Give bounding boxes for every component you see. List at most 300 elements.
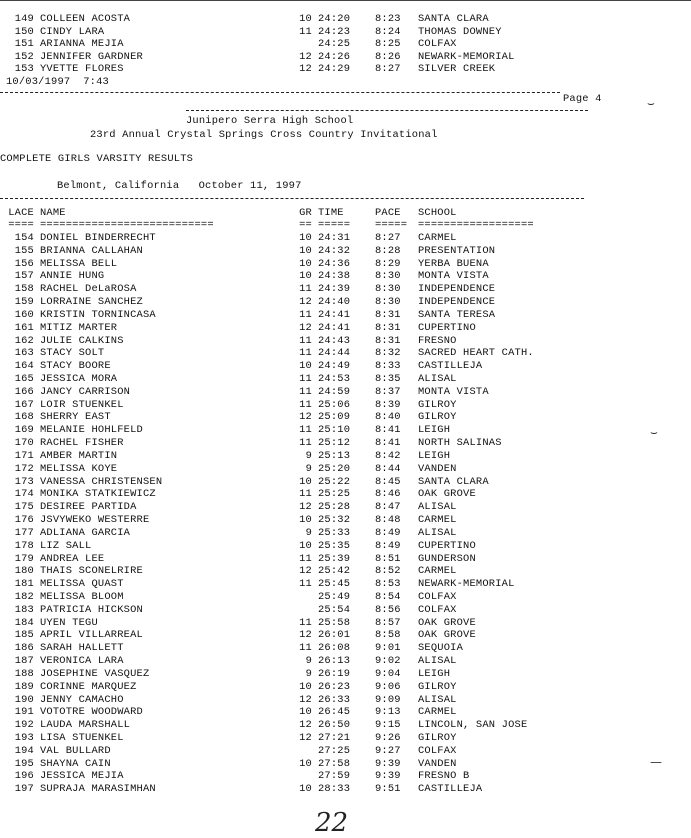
cell-name: SARAH HALLETT xyxy=(40,642,124,655)
cell-place: 176 xyxy=(14,514,34,527)
header-time: TIME xyxy=(318,207,344,219)
cell-school: ALISAL xyxy=(418,373,457,386)
cell-school: COLFAX xyxy=(418,744,457,757)
cell-time: 24:38 xyxy=(318,270,351,283)
cell-place: 174 xyxy=(14,488,34,501)
cell-name: APRIL VILLARREAL xyxy=(40,629,143,642)
cell-grade: 10 xyxy=(299,257,312,270)
cell-grade: 9 xyxy=(305,667,312,680)
cell-name: JOSEPHINE VASQUEZ xyxy=(40,667,150,680)
cell-time: 24:41 xyxy=(318,308,351,321)
cell-grade: 12 xyxy=(299,731,312,744)
table-row xyxy=(0,642,691,655)
cell-place: 162 xyxy=(14,334,34,347)
cell-time: 24:59 xyxy=(318,385,351,398)
cell-school: GUNDERSON xyxy=(418,552,476,565)
cell-pace: 8:26 xyxy=(375,50,401,63)
cell-name: VAL BULLARD xyxy=(40,744,111,757)
cell-time: 25:10 xyxy=(318,424,351,437)
header-separator xyxy=(0,219,691,232)
cell-grade: 9 xyxy=(305,449,312,462)
event-title: 23rd Annual Crystal Springs Cross Country Invitational xyxy=(90,129,438,141)
cell-grade: 10 xyxy=(299,514,312,527)
cell-school: ALISAL xyxy=(418,655,457,668)
sep-grade: == xyxy=(299,219,312,231)
cell-place: 151 xyxy=(14,38,34,51)
table-row xyxy=(0,245,691,258)
cell-grade: 11 xyxy=(299,385,312,398)
table-row xyxy=(0,629,691,642)
cell-time: 24:26 xyxy=(318,50,351,63)
cell-grade: 11 xyxy=(299,25,312,38)
header-school: SCHOOL xyxy=(418,207,457,219)
cell-place: 152 xyxy=(14,50,34,63)
table-row xyxy=(0,758,691,771)
cell-name: ADLIANA GARCIA xyxy=(40,526,131,539)
cell-name: COLLEEN ACOSTA xyxy=(40,13,131,25)
cell-pace: 8:40 xyxy=(375,411,401,424)
table-row xyxy=(0,51,691,64)
cell-place: 150 xyxy=(14,25,34,38)
cell-pace: 8:30 xyxy=(375,296,401,309)
cell-pace: 9:39 xyxy=(375,770,401,783)
header-name: NAME xyxy=(40,207,66,219)
cell-name: JULIE CALKINS xyxy=(40,334,124,347)
cell-school: COLFAX xyxy=(418,38,457,51)
cell-school: FRESNO B xyxy=(418,770,470,783)
cell-school: OAK GROVE xyxy=(418,629,476,642)
table-row xyxy=(0,719,691,732)
cell-name: MELISSA QUAST xyxy=(40,578,124,591)
table-row xyxy=(0,514,691,527)
cell-name: LAUDA MARSHALL xyxy=(40,719,131,732)
cell-pace: 8:51 xyxy=(375,552,401,565)
cell-school: CUPERTINO xyxy=(418,539,476,552)
cell-name: CORINNE MARQUEZ xyxy=(40,680,137,693)
cell-time: 24:36 xyxy=(318,257,351,270)
scan-mark: — xyxy=(650,755,662,769)
table-row xyxy=(0,38,691,51)
cell-name: THAIS SCONELRIRE xyxy=(40,565,143,578)
cell-place: 179 xyxy=(14,552,34,565)
section-title: COMPLETE GIRLS VARSITY RESULTS xyxy=(0,153,194,165)
cell-pace: 9:51 xyxy=(375,783,401,796)
cell-school: ALISAL xyxy=(418,501,457,514)
cell-school: VANDEN xyxy=(418,757,457,770)
table-row xyxy=(0,655,691,668)
cell-pace: 8:30 xyxy=(375,283,401,296)
cell-school: GILROY xyxy=(418,398,457,411)
cell-time: 27:25 xyxy=(318,744,351,757)
school-title: Junipero Serra High School xyxy=(186,115,354,127)
cell-pace: 8:28 xyxy=(375,244,401,257)
cell-name: VANESSA CHRISTENSEN xyxy=(40,475,163,488)
table-top-rule xyxy=(0,198,584,199)
cell-name: SUPRAJA MARASIMHAN xyxy=(40,783,156,796)
cell-place: 155 xyxy=(14,244,34,257)
cell-grade: 12 xyxy=(299,411,312,424)
cell-place: 186 xyxy=(14,642,34,655)
cell-name: VERONICA LARA xyxy=(40,655,124,668)
table-row xyxy=(0,745,691,758)
cell-school: LEIGH xyxy=(418,424,451,437)
cell-school: CUPERTINO xyxy=(418,321,476,334)
cell-time: 25:58 xyxy=(318,616,351,629)
cell-place: 189 xyxy=(14,680,34,693)
cell-time: 24:39 xyxy=(318,283,351,296)
cell-name: YVETTE FLORES xyxy=(40,63,124,76)
cell-grade: 10 xyxy=(299,680,312,693)
cell-grade: 11 xyxy=(299,642,312,655)
cell-place: 149 xyxy=(14,13,34,25)
cell-pace: 8:52 xyxy=(375,565,401,578)
cell-name: MITIZ MARTER xyxy=(40,321,118,334)
cell-time: 25:54 xyxy=(318,603,351,616)
cell-pace: 9:15 xyxy=(375,719,401,732)
cell-grade: 12 xyxy=(299,565,312,578)
table-row xyxy=(0,527,691,540)
header-rule xyxy=(186,110,588,111)
cell-place: 154 xyxy=(14,232,34,244)
cell-time: 24:40 xyxy=(318,296,351,309)
cell-time: 26:45 xyxy=(318,706,351,719)
cell-time: 24:23 xyxy=(318,25,351,38)
cell-time: 25:32 xyxy=(318,514,351,527)
cell-time: 25:35 xyxy=(318,539,351,552)
cell-school: CARMEL xyxy=(418,514,457,527)
table-row xyxy=(0,424,691,437)
cell-place: 184 xyxy=(14,616,34,629)
cell-pace: 8:47 xyxy=(375,501,401,514)
cell-pace: 9:09 xyxy=(375,693,401,706)
cell-time: 24:53 xyxy=(318,373,351,386)
cell-time: 24:43 xyxy=(318,334,351,347)
cell-grade: 11 xyxy=(299,616,312,629)
table-row xyxy=(0,322,691,335)
cell-time: 25:28 xyxy=(318,501,351,514)
cell-time: 24:20 xyxy=(318,13,351,25)
cell-time: 25:39 xyxy=(318,552,351,565)
cell-name: LIZ SALL xyxy=(40,539,92,552)
cell-school: SANTA CLARA xyxy=(418,475,489,488)
cell-school: MONTA VISTA xyxy=(418,385,489,398)
cell-grade: 11 xyxy=(299,283,312,296)
cell-pace: 8:31 xyxy=(375,308,401,321)
cell-grade: 11 xyxy=(299,373,312,386)
table-row xyxy=(0,373,691,386)
cell-name: RACHEL DeLaROSA xyxy=(40,283,137,296)
cell-pace: 8:29 xyxy=(375,257,401,270)
table-row xyxy=(0,13,691,26)
sep-name: =========================== xyxy=(40,219,214,231)
cell-pace: 8:53 xyxy=(375,578,401,591)
table-row xyxy=(0,732,691,745)
cell-pace: 9:06 xyxy=(375,680,401,693)
cell-name: VOTOTRE WOODWARD xyxy=(40,706,143,719)
cell-school: ALISAL xyxy=(418,693,457,706)
cell-school: SACRED HEART CATH. xyxy=(418,347,534,360)
cell-school: GILROY xyxy=(418,731,457,744)
cell-name: MONIKA STATKIEWICZ xyxy=(40,488,156,501)
cell-pace: 9:02 xyxy=(375,655,401,668)
cell-name: LORRAINE SANCHEZ xyxy=(40,296,143,309)
cell-place: 188 xyxy=(14,667,34,680)
cell-pace: 9:04 xyxy=(375,667,401,680)
cell-place: 180 xyxy=(14,565,34,578)
table-row xyxy=(0,770,691,783)
cell-time: 26:50 xyxy=(318,719,351,732)
cell-place: 194 xyxy=(14,744,34,757)
cell-time: 27:21 xyxy=(318,731,351,744)
cell-place: 168 xyxy=(14,411,34,424)
cell-place: 159 xyxy=(14,296,34,309)
table-row xyxy=(0,232,691,245)
cell-name: MELISSA BLOOM xyxy=(40,590,124,603)
cell-time: 24:41 xyxy=(318,321,351,334)
cell-time: 25:09 xyxy=(318,411,351,424)
cell-grade: 12 xyxy=(299,63,312,76)
cell-school: COLFAX xyxy=(418,603,457,616)
cell-pace: 8:24 xyxy=(375,25,401,38)
cell-name: JSVYWEKO WESTERRE xyxy=(40,514,150,527)
column-headers xyxy=(0,207,691,220)
cell-pace: 9:13 xyxy=(375,706,401,719)
cell-pace: 8:41 xyxy=(375,424,401,437)
cell-time: 24:44 xyxy=(318,347,351,360)
header-pace: PACE xyxy=(375,207,401,219)
cell-school: MONTA VISTA xyxy=(418,270,489,283)
cell-name: JANCY CARRISON xyxy=(40,385,131,398)
cell-grade: 11 xyxy=(299,437,312,450)
cell-grade: 10 xyxy=(299,706,312,719)
cell-grade: 12 xyxy=(299,629,312,642)
cell-time: 24:29 xyxy=(318,63,351,76)
cell-grade: 11 xyxy=(299,424,312,437)
cell-name: JESSICA MORA xyxy=(40,373,118,386)
cell-school: ALISAL xyxy=(418,526,457,539)
cell-name: STACY SOLT xyxy=(40,347,105,360)
table-row xyxy=(0,553,691,566)
cell-name: SHERRY EAST xyxy=(40,411,111,424)
cell-school: GILROY xyxy=(418,411,457,424)
cell-place: 185 xyxy=(14,629,34,642)
table-row xyxy=(0,335,691,348)
cell-pace: 8:33 xyxy=(375,360,401,373)
table-row xyxy=(0,501,691,514)
cell-grade: 12 xyxy=(299,719,312,732)
cell-school: GILROY xyxy=(418,680,457,693)
cell-pace: 8:39 xyxy=(375,398,401,411)
cell-grade: 10 xyxy=(299,783,312,796)
cell-place: 177 xyxy=(14,526,34,539)
table-row xyxy=(0,668,691,681)
cell-name: LOIR STUENKEL xyxy=(40,398,124,411)
cell-time: 26:13 xyxy=(318,655,351,668)
cell-place: 190 xyxy=(14,693,34,706)
cell-time: 25:42 xyxy=(318,565,351,578)
header-grade: GR xyxy=(299,207,312,219)
cell-grade: 12 xyxy=(299,501,312,514)
cell-time: 27:59 xyxy=(318,770,351,783)
cell-school: CARMEL xyxy=(418,565,457,578)
cell-school: SANTA TERESA xyxy=(418,308,496,321)
cell-grade: 11 xyxy=(299,347,312,360)
cell-school: FRESNO xyxy=(418,334,457,347)
table-row xyxy=(0,681,691,694)
cell-grade: 10 xyxy=(299,232,312,244)
cell-time: 27:58 xyxy=(318,757,351,770)
cell-pace: 9:39 xyxy=(375,757,401,770)
cell-place: 192 xyxy=(14,719,34,732)
scan-mark: ⌣ xyxy=(647,96,655,110)
table-row xyxy=(0,399,691,412)
cell-place: 181 xyxy=(14,578,34,591)
cell-place: 171 xyxy=(14,449,34,462)
cell-grade: 11 xyxy=(299,334,312,347)
cell-name: CINDY LARA xyxy=(40,25,105,38)
table-row xyxy=(0,309,691,322)
table-row xyxy=(0,476,691,489)
cell-school: THOMAS DOWNEY xyxy=(418,25,502,38)
cell-grade: 11 xyxy=(299,398,312,411)
cell-grade: 9 xyxy=(305,462,312,475)
cell-grade: 11 xyxy=(299,578,312,591)
cell-time: 25:33 xyxy=(318,526,351,539)
cell-name: LISA STUENKEL xyxy=(40,731,124,744)
table-row xyxy=(0,488,691,501)
cell-name: JENNY CAMACHO xyxy=(40,693,124,706)
cell-place: 158 xyxy=(14,283,34,296)
cell-school: INDEPENDENCE xyxy=(418,296,496,309)
cell-pace: 8:37 xyxy=(375,385,401,398)
table-row xyxy=(0,411,691,424)
cell-pace: 8:32 xyxy=(375,347,401,360)
cell-pace: 9:01 xyxy=(375,642,401,655)
cell-time: 25:13 xyxy=(318,449,351,462)
cell-pace: 8:45 xyxy=(375,475,401,488)
cell-place: 170 xyxy=(14,437,34,450)
table-row xyxy=(0,694,691,707)
print-timestamp: 10/03/1997 7:43 xyxy=(6,76,109,88)
cell-time: 25:22 xyxy=(318,475,351,488)
cell-grade: 10 xyxy=(299,539,312,552)
cell-pace: 8:42 xyxy=(375,449,401,462)
cell-grade: 11 xyxy=(299,308,312,321)
cell-place: 156 xyxy=(14,257,34,270)
cell-grade: 9 xyxy=(305,526,312,539)
cell-pace: 8:27 xyxy=(375,63,401,76)
cell-school: CASTILLEJA xyxy=(418,783,483,796)
cell-name: JESSICA MEJIA xyxy=(40,770,124,783)
cell-grade: 10 xyxy=(299,13,312,25)
cell-pace: 8:25 xyxy=(375,38,401,51)
cell-place: 173 xyxy=(14,475,34,488)
sep-place: ==== xyxy=(8,219,34,231)
table-row xyxy=(0,258,691,271)
cell-pace: 8:35 xyxy=(375,373,401,386)
cell-place: 167 xyxy=(14,398,34,411)
cell-school: PRESENTATION xyxy=(418,244,496,257)
cell-place: 153 xyxy=(14,63,34,76)
table-row xyxy=(0,591,691,604)
cell-grade: 10 xyxy=(299,360,312,373)
cell-school: LINCOLN, SAN JOSE xyxy=(418,719,528,732)
cell-pace: 8:30 xyxy=(375,270,401,283)
cell-time: 26:01 xyxy=(318,629,351,642)
cell-place: 161 xyxy=(14,321,34,334)
cell-time: 24:32 xyxy=(318,244,351,257)
cell-pace: 9:27 xyxy=(375,744,401,757)
cell-school: INDEPENDENCE xyxy=(418,283,496,296)
table-row xyxy=(0,347,691,360)
cell-school: CARMEL xyxy=(418,232,457,244)
cell-name: DESIREE PARTIDA xyxy=(40,501,137,514)
cell-school: LEIGH xyxy=(418,449,451,462)
cell-pace: 8:49 xyxy=(375,526,401,539)
scan-top-border xyxy=(0,0,691,1)
cell-name: STACY BOORE xyxy=(40,360,111,373)
cell-name: ANDREA LEE xyxy=(40,552,105,565)
table-row xyxy=(0,450,691,463)
cell-name: JENNIFER GARDNER xyxy=(40,50,143,63)
sep-time: ===== xyxy=(318,219,351,231)
cell-name: PATRICIA HICKSON xyxy=(40,603,143,616)
cell-name: UYEN TEGU xyxy=(40,616,98,629)
cell-time: 24:49 xyxy=(318,360,351,373)
cell-school: CARMEL xyxy=(418,706,457,719)
table-row xyxy=(0,437,691,450)
table-row xyxy=(0,270,691,283)
sep-school: ================== xyxy=(418,219,534,231)
cell-pace: 8:58 xyxy=(375,629,401,642)
cell-time: 25:49 xyxy=(318,590,351,603)
cell-pace: 8:27 xyxy=(375,232,401,244)
handwritten-page-number: 22 xyxy=(315,808,349,838)
table-row xyxy=(0,386,691,399)
cell-pace: 8:48 xyxy=(375,514,401,527)
table-row xyxy=(0,296,691,309)
cell-place: 160 xyxy=(14,308,34,321)
cell-grade: 10 xyxy=(299,270,312,283)
cell-time: 25:06 xyxy=(318,398,351,411)
cell-place: 195 xyxy=(14,757,34,770)
table-row xyxy=(0,26,691,39)
cell-time: 26:23 xyxy=(318,680,351,693)
cell-pace: 8:31 xyxy=(375,321,401,334)
cell-place: 164 xyxy=(14,360,34,373)
cell-time: 25:20 xyxy=(318,462,351,475)
table-row xyxy=(0,617,691,630)
cell-pace: 8:41 xyxy=(375,437,401,450)
cell-time: 26:08 xyxy=(318,642,351,655)
cell-time: 25:25 xyxy=(318,488,351,501)
table-row xyxy=(0,578,691,591)
cell-pace: 8:49 xyxy=(375,539,401,552)
cell-time: 25:12 xyxy=(318,437,351,450)
table-row xyxy=(0,604,691,617)
cell-place: 196 xyxy=(14,770,34,783)
cell-place: 157 xyxy=(14,270,34,283)
cell-pace: 8:57 xyxy=(375,616,401,629)
cell-time: 26:19 xyxy=(318,667,351,680)
cell-name: MELANIE HOHLFELD xyxy=(40,424,143,437)
table-row xyxy=(0,360,691,373)
cell-pace: 8:46 xyxy=(375,488,401,501)
cell-name: AMBER MARTIN xyxy=(40,449,118,462)
cell-time: 28:33 xyxy=(318,783,351,796)
cell-school: CASTILLEJA xyxy=(418,360,483,373)
cell-place: 169 xyxy=(14,424,34,437)
